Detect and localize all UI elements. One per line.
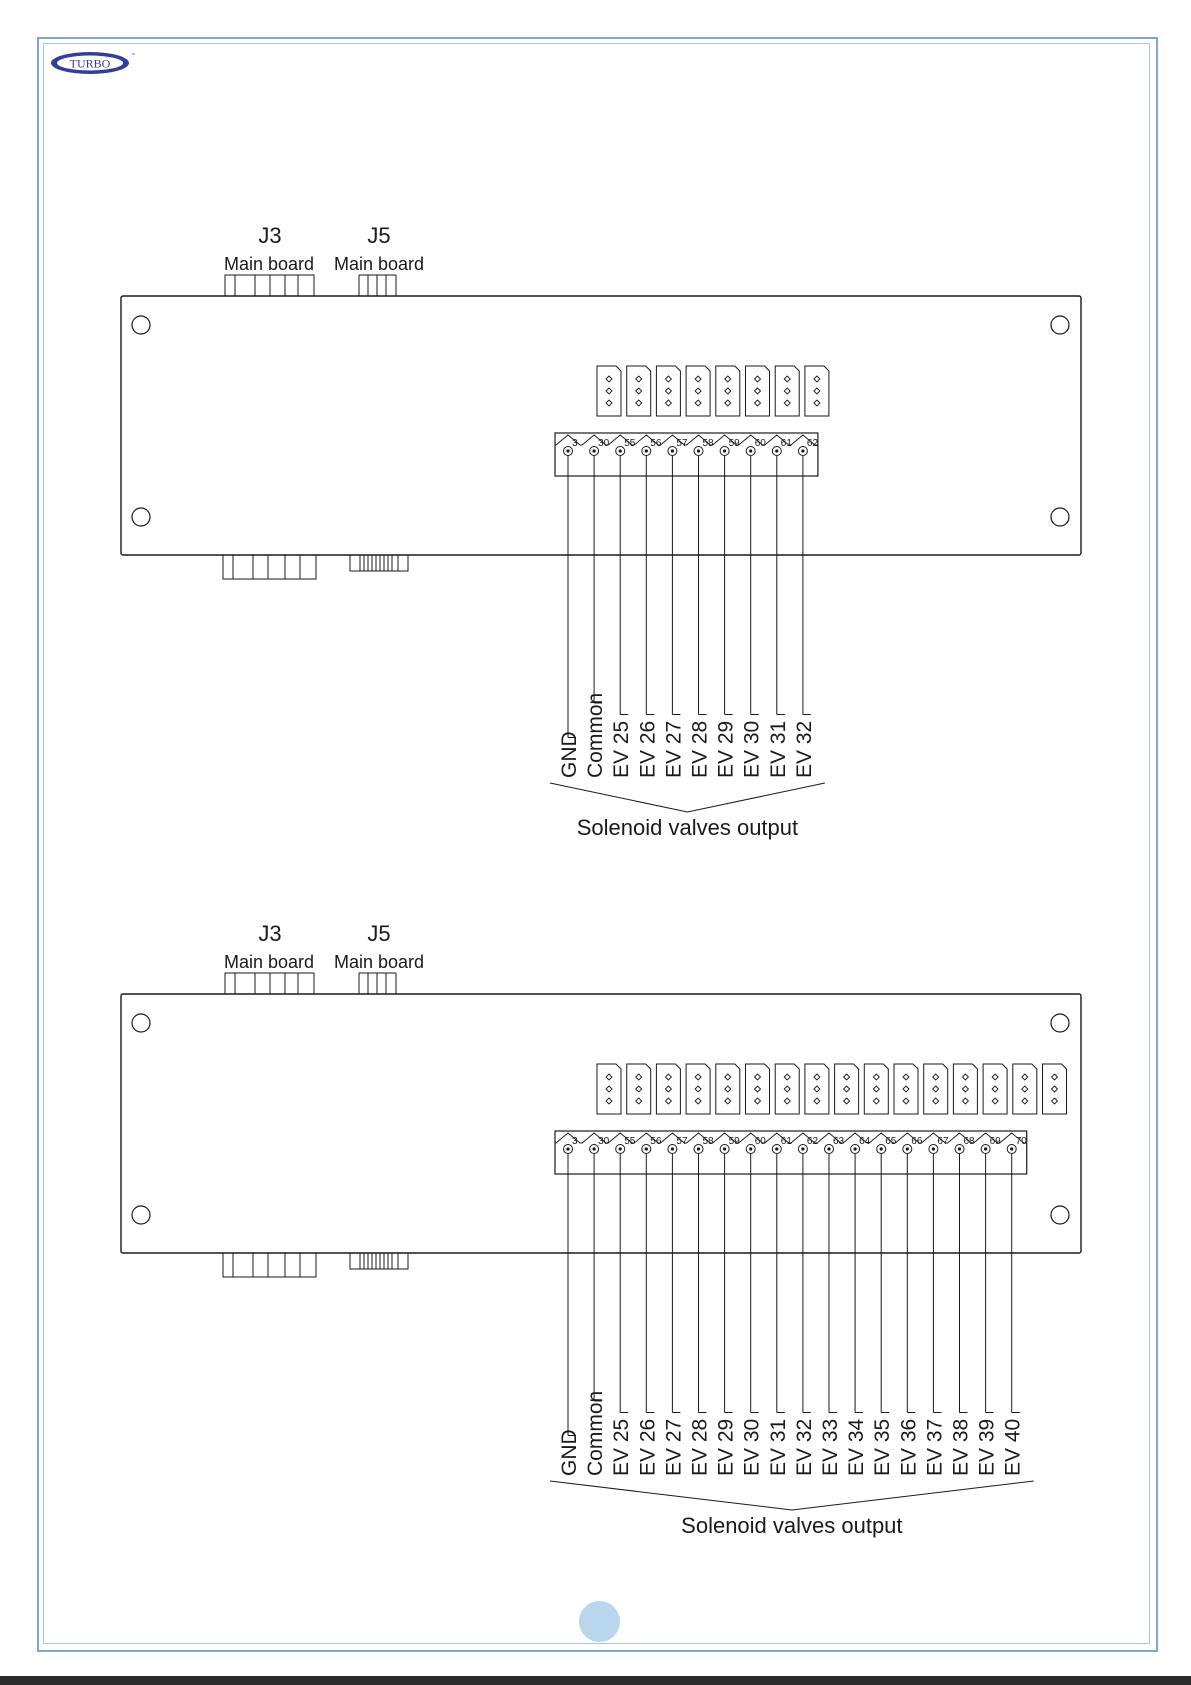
- output-label: Solenoid valves output: [576, 815, 799, 840]
- j5-subtitle: Main board: [333, 254, 425, 274]
- relay: [627, 1064, 651, 1114]
- terminal-label: 70: [1015, 1136, 1027, 1147]
- wire-label: EV 26: [636, 720, 660, 778]
- terminal-label: 60: [754, 1136, 766, 1147]
- relay: [775, 366, 799, 416]
- wire-label: EV 28: [688, 720, 712, 778]
- j5-bottom-connector: [350, 1253, 408, 1269]
- wire-label: EV 25: [610, 1418, 634, 1476]
- mounting-hole: [1051, 1014, 1069, 1032]
- j5-title: J5: [367, 921, 391, 946]
- terminal-label: 66: [911, 1136, 923, 1147]
- j3-title: J3: [258, 921, 282, 946]
- mounting-hole: [132, 316, 150, 334]
- relay: [835, 1064, 859, 1114]
- terminal-label: 68: [963, 1136, 975, 1147]
- mounting-hole: [1051, 508, 1069, 526]
- wire-label: EV 27: [662, 720, 686, 778]
- relay: [953, 1064, 977, 1114]
- page-number-dot: [579, 1601, 620, 1642]
- terminal-screw-center: [932, 1147, 935, 1150]
- terminal-label: 59: [728, 438, 740, 449]
- terminal-screw-center: [566, 1147, 569, 1150]
- relay: [716, 366, 740, 416]
- j5-title: J5: [367, 223, 391, 248]
- wire-label: EV 31: [766, 1418, 790, 1476]
- board: [121, 296, 1081, 555]
- terminal-screw-center: [749, 449, 752, 452]
- relay: [924, 1064, 948, 1114]
- relay: [746, 366, 770, 416]
- diagram-bottom: [121, 921, 1081, 1538]
- wire-label: GND: [558, 731, 581, 778]
- relay: [1013, 1064, 1037, 1114]
- wire-label: GND: [558, 1429, 581, 1476]
- terminal-label: 60: [754, 438, 766, 449]
- output-bracket: [550, 1481, 1034, 1510]
- wire-label: EV 33: [819, 1418, 842, 1476]
- wire-label: EV 28: [688, 1418, 712, 1476]
- terminal-label: 3: [572, 438, 578, 449]
- wire-label: EV 30: [740, 1418, 764, 1476]
- relay: [686, 366, 710, 416]
- terminal-label: 65: [885, 1136, 897, 1147]
- wire-label: EV 27: [662, 1418, 686, 1476]
- logo-text: TURBO: [69, 56, 111, 71]
- bottom-rule: [0, 1676, 1191, 1685]
- mounting-hole: [132, 1206, 150, 1224]
- terminal-label: 67: [937, 1136, 949, 1147]
- terminal-label: 56: [650, 438, 662, 449]
- terminal-screw-center: [723, 1147, 726, 1150]
- terminal-screw-center: [775, 449, 778, 452]
- terminal-label: 55: [624, 1136, 636, 1147]
- terminal-label: 56: [650, 1136, 662, 1147]
- terminal-label: 58: [702, 1136, 714, 1147]
- terminal-label: 61: [780, 1136, 792, 1147]
- relay: [686, 1064, 710, 1114]
- wire-label: EV 29: [714, 720, 738, 778]
- j5-bottom-connector: [350, 555, 408, 571]
- relay: [656, 1064, 680, 1114]
- terminal-block: [555, 1131, 1027, 1174]
- board: [121, 994, 1081, 1253]
- terminal-screw-center: [880, 1147, 883, 1150]
- output-bracket: [550, 783, 825, 812]
- terminal-label: 61: [780, 438, 792, 449]
- logo-trademark: ™: [131, 52, 135, 57]
- wire-label: EV 34: [845, 1418, 869, 1476]
- terminal-screw-center: [671, 1147, 674, 1150]
- terminal-label: 30: [598, 1136, 610, 1147]
- output-label: Solenoid valves output: [681, 1513, 903, 1538]
- relay: [983, 1064, 1007, 1114]
- terminal-label: 57: [676, 438, 688, 449]
- relay: [656, 366, 680, 416]
- relay: [805, 1064, 829, 1114]
- wire-label: Common: [584, 692, 608, 778]
- terminal-screw-center: [723, 449, 726, 452]
- terminal-screw-center: [619, 449, 622, 452]
- terminal-screw-center: [984, 1147, 987, 1150]
- relay: [1043, 1064, 1067, 1114]
- terminal-screw-center: [827, 1147, 830, 1150]
- terminal-screw-center: [1010, 1147, 1013, 1150]
- relay: [627, 366, 651, 416]
- terminal-label: 59: [728, 1136, 740, 1147]
- j5-subtitle: Main board: [333, 952, 425, 972]
- terminal-screw-center: [645, 449, 648, 452]
- terminal-screw-center: [775, 1147, 778, 1150]
- j5-top-pins: [359, 275, 396, 296]
- wire-label: EV 30: [740, 720, 764, 778]
- terminal-label: 58: [702, 438, 714, 449]
- terminal-label: 64: [859, 1136, 871, 1147]
- relay: [805, 366, 829, 416]
- terminal-label: 55: [624, 438, 636, 449]
- diagram-top: [121, 223, 1081, 840]
- terminal-label: 62: [806, 438, 819, 449]
- terminal-screw-center: [697, 449, 700, 452]
- terminal-screw-center: [958, 1147, 961, 1150]
- terminal-screw-center: [697, 1147, 700, 1150]
- relay: [894, 1064, 918, 1114]
- terminal-screw-center: [749, 1147, 752, 1150]
- wire-label: EV 32: [792, 720, 816, 778]
- wire-label: EV 25: [610, 720, 634, 778]
- j3-subtitle: Main board: [223, 254, 315, 274]
- j3-top-connector: [225, 973, 314, 994]
- relay: [597, 366, 621, 416]
- wire-label: EV 36: [897, 1418, 921, 1476]
- j3-subtitle: Main board: [223, 952, 315, 972]
- terminal-label: 30: [598, 438, 610, 449]
- terminal-label: 62: [806, 1136, 819, 1147]
- terminal-screw-center: [619, 1147, 622, 1150]
- relay: [864, 1064, 888, 1114]
- wire-label: EV 35: [871, 1418, 895, 1476]
- mounting-hole: [1051, 1206, 1069, 1224]
- terminal-screw-center: [566, 449, 569, 452]
- terminal-label: 3: [572, 1136, 578, 1147]
- relay: [597, 1064, 621, 1114]
- terminal-label: 69: [989, 1136, 1001, 1147]
- terminal-screw-center: [593, 1147, 596, 1150]
- mounting-hole: [132, 508, 150, 526]
- j5-top-pins: [359, 973, 396, 994]
- relay: [746, 1064, 770, 1114]
- terminal-screw-center: [801, 1147, 804, 1150]
- wire-label: EV 32: [792, 1418, 816, 1476]
- wire-label: EV 26: [636, 1418, 660, 1476]
- relay: [775, 1064, 799, 1114]
- j3-bottom-connector: [223, 555, 316, 579]
- wire-label: EV 31: [766, 720, 790, 778]
- terminal-screw-center: [645, 1147, 648, 1150]
- j3-top-connector: [225, 275, 314, 296]
- wire-label: Common: [584, 1390, 608, 1476]
- wire-label: EV 40: [1001, 1418, 1025, 1476]
- mounting-hole: [132, 1014, 150, 1032]
- relay: [716, 1064, 740, 1114]
- terminal-label: 63: [833, 1136, 845, 1147]
- terminal-screw-center: [593, 449, 596, 452]
- mounting-hole: [1051, 316, 1069, 334]
- wire-label: EV 38: [949, 1418, 973, 1476]
- wire-label: EV 37: [923, 1418, 947, 1476]
- j3-title: J3: [258, 223, 282, 248]
- j3-bottom-connector: [223, 1253, 316, 1277]
- terminal-screw-center: [906, 1147, 909, 1150]
- terminal-label: 57: [676, 1136, 688, 1147]
- terminal-screw-center: [801, 449, 804, 452]
- terminal-screw-center: [854, 1147, 857, 1150]
- wire-label: EV 39: [975, 1418, 999, 1476]
- wire-label: EV 29: [714, 1418, 738, 1476]
- terminal-screw-center: [671, 449, 674, 452]
